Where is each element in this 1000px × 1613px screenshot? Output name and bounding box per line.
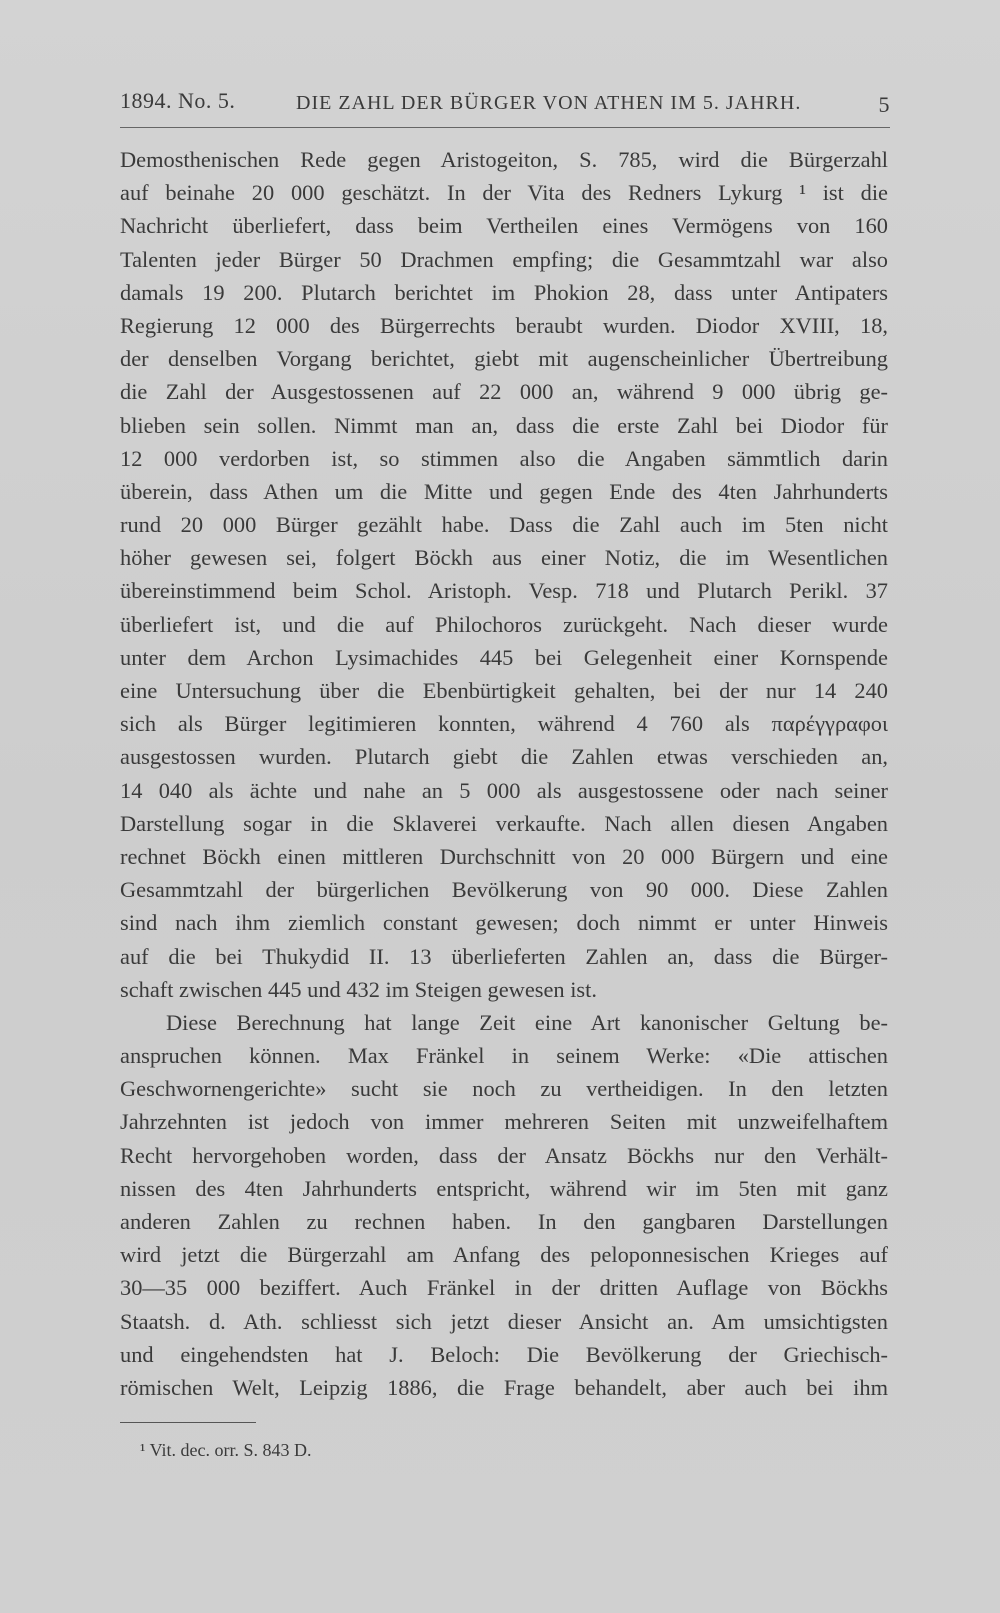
text-line: der denselben Vorgang berichtet, giebt mit augenscheinlicher Übertreibung (120, 346, 888, 372)
text-line: Recht hervorgehoben worden, dass der Ansatz Böckhs nur den Verhält- (120, 1142, 888, 1168)
text-line: unter dem Archon Lysimachides 445 bei Gelegenheit einer Kornspende (120, 644, 888, 670)
header-issue: 1894. No. 5. (120, 88, 236, 113)
text-line: nissen des 4ten Jahrhunderts entspricht, während wir im 5ten mit ganz (120, 1175, 888, 1201)
running-header (120, 88, 890, 122)
text-line: Talenten jeder Bürger 50 Drachmen empfing; die Gesammtzahl war also (120, 246, 888, 272)
text-line: Gesammtzahl der bürgerlichen Bevölkerung von 90 000. Diese Zahlen (120, 877, 888, 903)
text-line: blieben sein sollen. Nimmt man an, dass die erste Zahl bei Diodor für (120, 412, 888, 438)
text-line: rund 20 000 Bürger gezählt habe. Dass die Zahl auch im 5ten nicht (120, 512, 888, 538)
text-line: die Zahl der Ausgestossenen auf 22 000 an, während 9 000 übrig ge- (120, 379, 888, 405)
text-line: höher gewesen sei, folgert Böckh aus einer Notiz, die im Wesentlichen (120, 545, 888, 571)
text-line: ausgestossen wurden. Plutarch giebt die Zahlen etwas verschieden an, (120, 744, 888, 770)
text-line: übereinstimmend beim Schol. Aristoph. Vesp. 718 und Plutarch Perikl. 37 (120, 578, 888, 604)
text-line: 12 000 verdorben ist, so stimmen also die Angaben sämmtlich darin (120, 445, 888, 471)
text-line: und eingehendsten hat J. Beloch: Die Bevölkerung der Griechisch- (120, 1341, 888, 1367)
text-line: damals 19 200. Plutarch berichtet im Phokion 28, dass unter Antipaters (120, 279, 888, 305)
text-line: wird jetzt die Bürgerzahl am Anfang des peloponnesischen Krieges auf (120, 1242, 888, 1268)
text-line: überliefert ist, und die auf Philochoros zurückgeht. Nach dieser wurde (120, 611, 888, 637)
text-line: rechnet Böckh einen mittleren Durchschnitt von 20 000 Bürgern und eine (120, 843, 888, 869)
text-line: römischen Welt, Leipzig 1886, die Frage behandelt, aber auch bei ihm (120, 1374, 888, 1400)
text-line: sich als Bürger legitimieren konnten, während 4 760 als παρέγγραφοι (120, 711, 888, 737)
text-line: Staatsh. d. Ath. schliesst sich jetzt dieser Ansicht an. Am umsichtigsten (120, 1308, 888, 1334)
header-rule (120, 127, 890, 128)
text-line: eine Untersuchung über die Ebenbürtigkeit gehalten, bei der nur 14 240 (120, 678, 888, 703)
text-line: Jahrzehnten ist jedoch von immer mehreren Seiten mit unzweifelhaftem (120, 1109, 888, 1135)
text-line-paragraph-end: schaft zwischen 445 und 432 im Steigen gewesen ist. (120, 976, 597, 1002)
footnote: ¹ Vit. dec. orr. S. 843 D. (140, 1440, 312, 1460)
text-line: überein, dass Athen um die Mitte und gegen Ende des 4ten Jahrhunderts (120, 478, 888, 504)
text-line: 14 040 als ächte und nahe an 5 000 als ausgestossene oder nach seiner (120, 777, 888, 803)
text-line: Darstellung sogar in die Sklaverei verkaufte. Nach allen diesen Angaben (120, 810, 888, 836)
text-line: sind nach ihm ziemlich constant gewesen; doch nimmt er unter Hinweis (120, 910, 888, 936)
body-text (120, 143, 888, 1404)
text-line: 30—35 000 beziffert. Auch Fränkel in der dritten Auflage von Böckhs (120, 1275, 888, 1301)
text-line: Geschwornengerichte» sucht sie noch zu vertheidigen. In den letzten (120, 1076, 888, 1102)
text-line: Demosthenischen Rede gegen Aristogeiton, S. 785, wird die Bürgerzahl (120, 147, 888, 172)
text-line-paragraph-start: Diese Berechnung hat lange Zeit eine Art kanonischer Geltung be- (166, 1009, 888, 1035)
text-line: Regierung 12 000 des Bürgerrechts beraubt wurden. Diodor XVIII, 18, (120, 312, 888, 338)
text-line: anspruchen können. Max Fränkel in seinem Werke: «Die attischen (120, 1043, 888, 1069)
text-line: auf die bei Thukydid II. 13 überlieferten Zahlen an, dass die Bürger- (120, 943, 888, 969)
text-line: auf beinahe 20 000 geschätzt. In der Vita des Redners Lykurg ¹ ist die (120, 180, 888, 206)
text-line: Nachricht überliefert, dass beim Vertheilen eines Vermögens von 160 (120, 213, 888, 239)
text-line: anderen Zahlen zu rechnen haben. In den gangbaren Darstellungen (120, 1209, 888, 1234)
header-title: DIE ZAHL DER BÜRGER VON ATHEN IM 5. JAHRH. (296, 92, 802, 114)
footnote-rule (120, 1422, 256, 1423)
page-number: 5 (878, 92, 890, 117)
